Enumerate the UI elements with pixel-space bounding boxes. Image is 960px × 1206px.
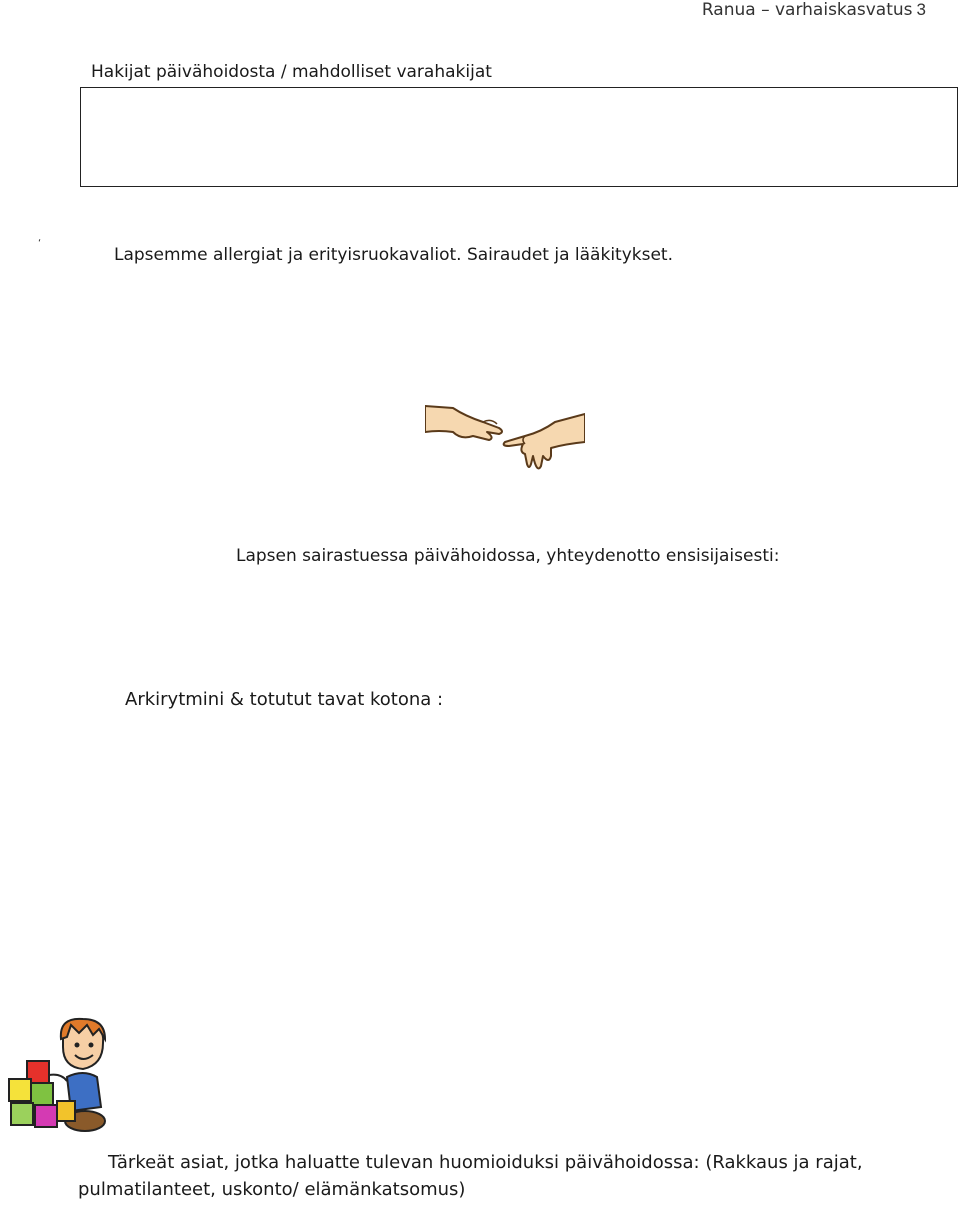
page-number: 3 bbox=[916, 0, 926, 19]
important-matters-line2: pulmatilanteet, uskonto/ elämänkatsomus) bbox=[78, 1179, 466, 1200]
important-matters-line1: Tärkeät asiat, jotka haluatte tulevan huomioiduksi päivähoidossa: (Rakkaus ja rajat, bbox=[108, 1152, 863, 1173]
illness-contact-label: Lapsen sairastuessa päivähoidossa, yhteydenotto ensisijaisesti: bbox=[236, 546, 780, 566]
boy-with-blocks-icon bbox=[5, 1015, 113, 1133]
touching-hands-icon bbox=[425, 402, 585, 484]
allergies-label: Lapsemme allergiat ja erityisruokavaliot. Sairaudet ja lääkitykset. bbox=[114, 245, 673, 265]
page-header bbox=[702, 0, 926, 20]
stray-mark: ‘ bbox=[38, 238, 42, 249]
applicants-field[interactable] bbox=[80, 87, 958, 187]
routines-label: Arkirytmini & totutut tavat kotona : bbox=[125, 689, 444, 710]
header-title: Ranua – varhaiskasvatus bbox=[701, 0, 913, 20]
applicants-label: Hakijat päivähoidosta / mahdolliset varahakijat bbox=[91, 62, 492, 82]
